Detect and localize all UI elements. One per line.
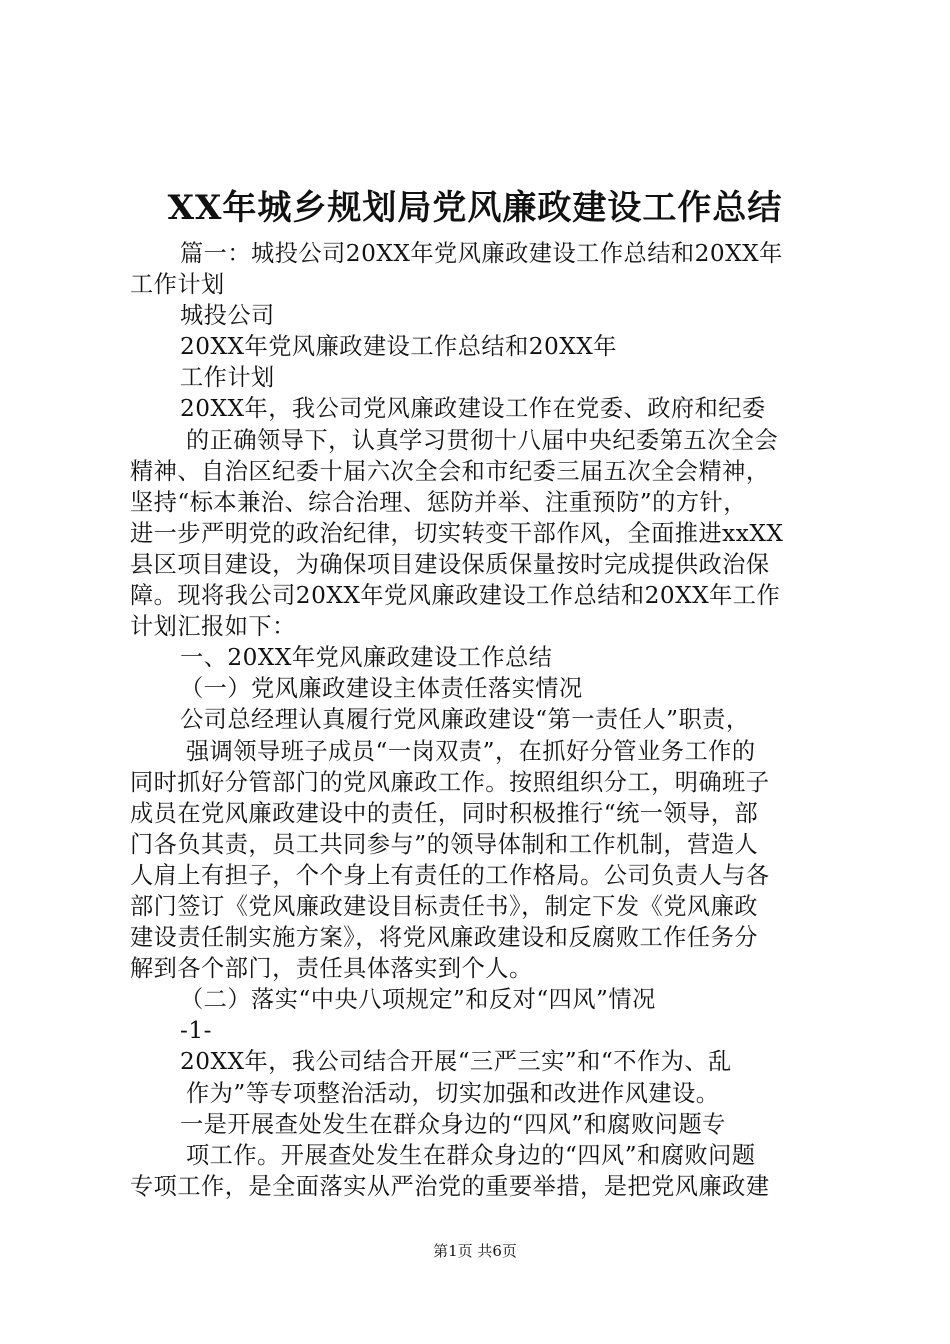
paragraph-line: 门各负其责，员工共同参与”的领导体制和工作机制，营造人 — [130, 830, 759, 858]
document-body — [130, 238, 835, 1202]
paragraph-line: 作为”等专项整治活动，切实加强和改进作风建设。 — [186, 1079, 720, 1107]
paragraph-line: 坚持“标本兼治、综合治理、惩防并举、注重预防”的方针， — [130, 488, 747, 516]
paragraph-line: 进一步严明党的政治纪律，切实转变干部作风，全面推进xxXX — [130, 519, 784, 547]
paragraph-line: 的正确领导下，认真学习贯彻十八届中央纪委第五次全会 — [186, 426, 779, 454]
subsection-heading: （一）党风廉政建设主体责任落实情况 — [180, 675, 583, 703]
paragraph-line: 20XX年，我公司结合开展“三严三实”和“不作为、乱 — [180, 1048, 732, 1076]
paragraph-line: 同时抓好分管部门的党风廉政工作。按照组织分工，明确班子 — [130, 768, 770, 796]
paragraph-line: 专项工作，是全面落实从严治党的重要举措，是把党风廉政建 — [130, 1172, 770, 1200]
section-heading: 一、20XX年党风廉政建设工作总结 — [180, 644, 553, 672]
paragraph-line: 一是开展查处发生在群众身边的“四风”和腐败问题专 — [180, 1110, 726, 1138]
document-title: XX年城乡规划局党风廉政建设工作总结 — [167, 188, 783, 228]
paragraph-line: 工作计划 — [180, 364, 275, 392]
paragraph-line: 成员在党风廉政建设中的责任，同时积极推行“统一领导，部 — [130, 799, 759, 827]
paragraph-line: 精神、自治区纪委十届六次全会和市纪委三届五次全会精神， — [130, 457, 770, 485]
paragraph-line: 县区项目建设，为确保项目建设保质保量按时完成提供政治保 — [130, 550, 770, 578]
paragraph-line: 部门签订《党风廉政建设目标责任书》，制定下发《党风廉政 — [130, 892, 758, 920]
paragraph-line: 项工作。开展查处发生在群众身边的“四风”和腐败问题 — [186, 1141, 756, 1169]
paragraph-line: 解到各个部门，责任具体落实到个人。 — [130, 955, 533, 983]
paragraph-line: 障。现将我公司20XX年党风廉政建设工作总结和20XX年工作 — [130, 582, 781, 610]
paragraph-line: 工作计划 — [130, 271, 225, 299]
paragraph-line: 20XX年党风廉政建设工作总结和20XX年 — [180, 333, 617, 361]
paragraph-line: 公司总经理认真履行党风廉政建设“第一责任人”职责， — [180, 706, 750, 734]
inline-page-number: -1- — [180, 1017, 212, 1045]
page-footer: 第1页 共6页 — [433, 1242, 517, 1260]
paragraph-line: 20XX年，我公司党风廉政建设工作在党委、政府和纪委 — [180, 395, 766, 423]
paragraph-line: 篇一：城投公司20XX年党风廉政建设工作总结和20XX年 — [180, 240, 783, 267]
paragraph-line: 计划汇报如下： — [130, 613, 296, 641]
paragraph-line: 强调领导班子成员“一岗双责”，在抓好分管业务工作的 — [186, 737, 756, 765]
subsection-heading: （二）落实“中央八项规定”和反对“四风”情况 — [180, 986, 656, 1014]
paragraph-line: 城投公司 — [180, 302, 275, 330]
paragraph-line: 人肩上有担子，个个身上有责任的工作格局。公司负责人与各 — [130, 861, 770, 889]
paragraph-line: 建设责任制实施方案》，将党风廉政建设和反腐败工作任务分 — [130, 924, 758, 952]
